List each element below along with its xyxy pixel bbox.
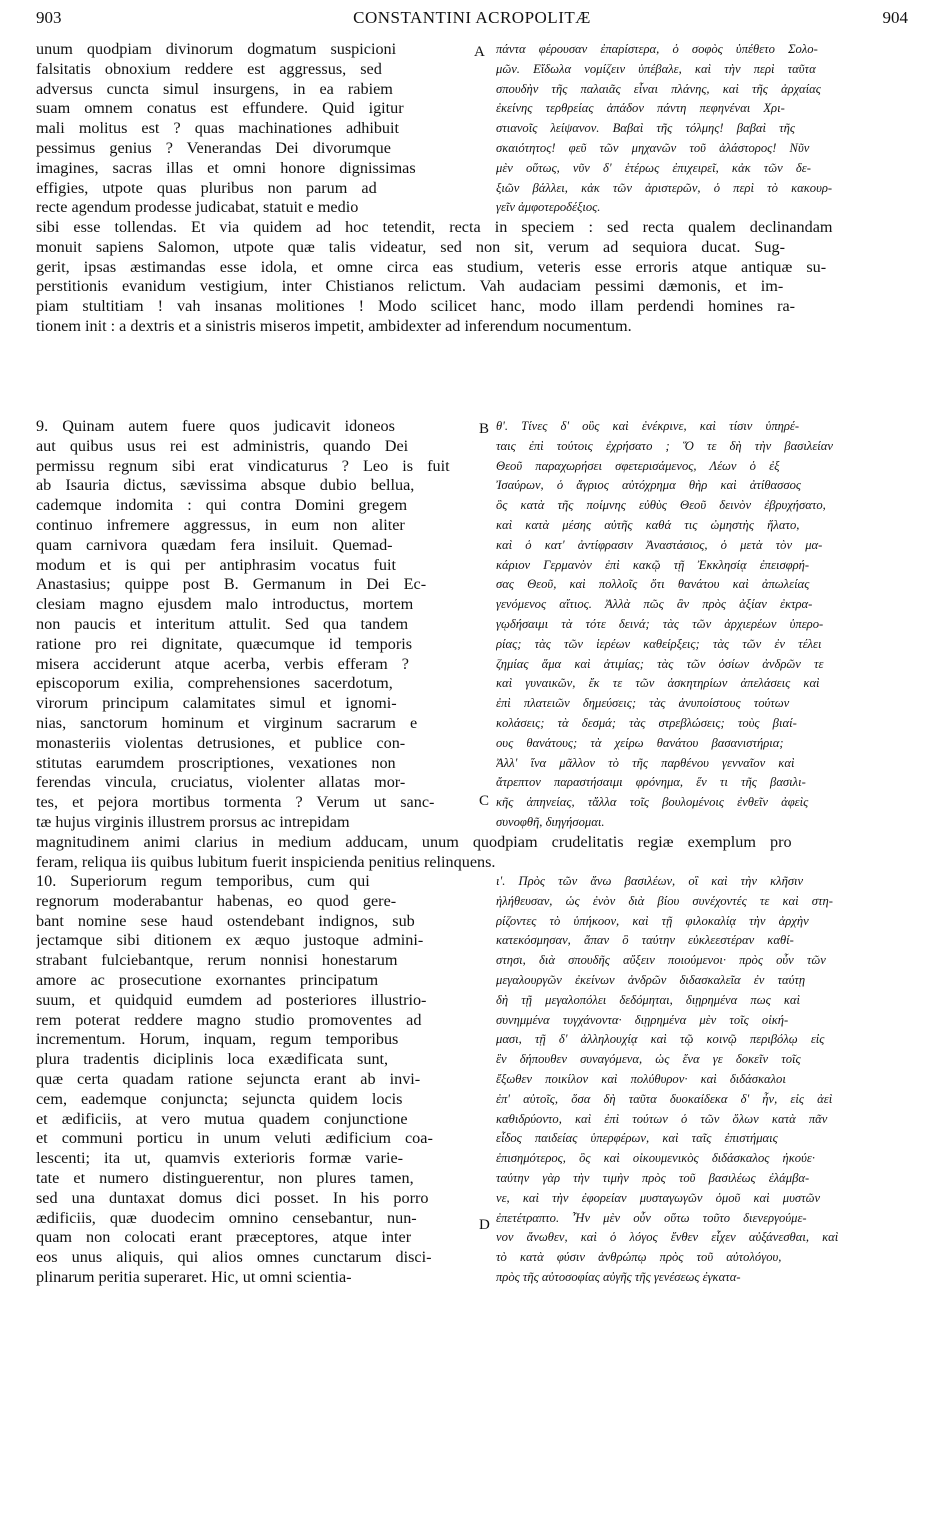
greek-column-block-3: [496, 872, 908, 1288]
text-line: adversus cuncta simul insurgens, in ea rabiem: [36, 79, 393, 98]
text-line: non paucis et interitum attulit. Sed qua tandem: [36, 614, 409, 633]
greek-column-block-2: [496, 417, 908, 833]
text-line: continuo infremere aggressus, in eum non aliter: [36, 515, 405, 534]
text-line: θ'. Τίνες δ' οὓς καὶ ἐνέκρινε, καὶ τίσιν ὑπηρέ-: [496, 419, 800, 433]
text-line: ρίας; τὰς τῶν ἱερέων καθείρξεις; τὰς τῶν ἐν τέλει: [496, 636, 822, 651]
text-line: jectamque sibi ditionem ex æquo justoque admini-: [36, 931, 424, 950]
latin-column-block-1: [36, 40, 472, 218]
page-number-left: 903: [36, 8, 62, 27]
text-line: cem, eademque conjuncta; sejuncta quidem locis: [36, 1089, 403, 1108]
text-line: ὃς κατὰ τῆς ποίμνης εὐθὺς Θεοῦ δεινὸν ἐβρυχήσατο,: [496, 498, 826, 513]
text-line: Ἀλλ' ἵνα μᾶλλον τὸ τῆς παρθένου γενναῖον καὶ: [496, 755, 795, 770]
page-number-right: 904: [882, 8, 908, 27]
text-line: strabant fulciebantque, rerum nonnisi honestarum: [36, 951, 398, 970]
text-line: κατεκόσμησαν, ἅπαν ὃ ταύτην εὐκλεεστέραν καθί-: [496, 933, 794, 948]
text-line: sibi esse tollendas. Et via quidem ad hoc tetendit, recta in speciem : sed recta qualem declinandam: [36, 218, 833, 236]
text-line: καὶ γυναικῶν, ἔκ τε τῶν ἀσκητηρίων ἀπελάσεις καὶ: [496, 676, 820, 691]
greek-column-block-1: [496, 40, 908, 218]
text-line: 9. Quinam autem fuere quos judicavit idoneos: [36, 417, 395, 435]
text-line: gerit, ipsas æstimandas esse idola, et omne circa eas studium, veteris esse erroris atque antiquæ su-: [36, 257, 827, 276]
latin-column-block-2: [36, 417, 472, 833]
text-line: ἐπισημότερος, ὃς καὶ οἰκουμενικὸς διδάσκαλος ἠκούε·: [496, 1151, 815, 1166]
text-line: quæ certa quadam ratione sejuncta erant ab invi-: [36, 1069, 421, 1088]
margin-mark-b: B: [479, 421, 490, 437]
text-line: πρὸς τῆς αὐτοσοφίας αὐγῆς τῆς γενέσεως ἐγκατα-: [496, 1269, 741, 1284]
text-line: suam omnem conatus est effundere. Quid igitur: [36, 99, 404, 118]
text-line: πάντα φέρουσαν ἐπαρίστερα, ὁ σοφὸς ὑπέθετο Σολο-: [496, 42, 818, 56]
text-line: στησι, διὰ σπουδῆς αὔξειν ποιούμενοι· πρὸς οὖν τῶν: [496, 953, 826, 968]
latin-column-block-3: [36, 872, 472, 1288]
text-line: νον ἄνωθεν, καὶ ὁ λόγος ἔνθεν εἶχεν αὐξάνεσθαι, καὶ: [496, 1230, 839, 1245]
text-line: ferendas vincula, cruciatus, violenter allatas mor-: [36, 773, 406, 792]
text-line: lescenti; ita ut, quamvis exterioris formæ varie-: [36, 1149, 404, 1168]
text-line: ι'. Πρὸς τῶν ἄνω βασιλέων, οἳ καὶ τὴν κλῆσιν: [496, 874, 804, 888]
text-line: σας Θεοῦ, καὶ πολλοῖς ὅτι θανάτου καὶ ἀπωλείας: [496, 577, 810, 592]
text-line: plinarum peritia superaret. Hic, ut omni scientia-: [36, 1267, 352, 1286]
text-line: ἠλήθευσαν, ὡς ἐνὸν διὰ βίου συνέχοντές τε καὶ στη-: [496, 893, 833, 908]
text-line: tate et numero distinguerentur, non plures tamen,: [36, 1168, 414, 1187]
text-line: καὶ ὁ κατ' ἀντίφρασιν Ἀναστάσιος, ὁ μετὰ τὸν μα-: [496, 537, 823, 552]
text-line: tes, et pejora mortibus tormenta ? Verum ut sanc-: [36, 793, 435, 812]
text-line: monasteriis violentas detrusiones, et publice con-: [36, 733, 406, 752]
text-line: effigies, utpote quas pluribus non parum ad: [36, 178, 377, 197]
text-line: μεγαλουργῶν ἐκείνων ἀνδρῶν διδασκαλεῖα ἐν ταύτῃ: [496, 972, 806, 987]
text-line: γενόμενος αἴτιος. Ἀλλὰ πῶς ἂν πρὸς ἀξίαν ἐκτρα-: [496, 597, 813, 612]
text-line: 10. Superiorum regum temporibus, cum qui: [36, 872, 370, 890]
text-line: rem poterat reddere magno studio promoventes ad: [36, 1010, 422, 1029]
text-line: ἐπὶ πλατειῶν δημεύσεις; τὰς ἀνυποίστους τούτων: [496, 696, 790, 711]
text-line: misera acciderunt atque acerba, verbis efferam ?: [36, 654, 409, 673]
text-line: ἔξωθεν ποικίλον καὶ πολύθυρον· καὶ διδάσκαλοι: [496, 1071, 786, 1086]
text-line: unum quodpiam divinorum dogmatum suspicioni: [36, 40, 397, 58]
text-line: bant nomine sese haud ostendebant indignos, sub: [36, 911, 415, 930]
text-line: δὴ τῇ μεγαλοπόλει δεδόμηται, διῃρημένα πως καὶ: [496, 992, 801, 1007]
full-width-paragraph-2: [36, 833, 908, 873]
text-line: ταις ἐπὶ τούτοις ἐχρήσατο ; Ὅ τε δὴ τὴν βασιλείαν: [496, 438, 834, 453]
text-line: regnorum moderabantur habenas, eo quod gere-: [36, 891, 397, 910]
text-line: mali molitus est ? quas machinationes adhibuit: [36, 119, 400, 138]
text-line: σκαιότητος! φεῦ τῶν μηχανῶν τοῦ ἀλάστορος! Νῦν: [496, 140, 810, 155]
text-line: νε, καὶ τὴν ἐφορείαν μυσταγωγῶν ὁμοῦ καὶ μυστῶν: [496, 1190, 821, 1205]
text-line: κῆς ἀπηνείας, τἄλλα τοῖς βουλομένοις ἐνθεῖν ἀφεὶς: [496, 795, 809, 810]
text-line: συνοφθῆ, διηγήσομαι.: [496, 814, 605, 829]
text-line: ταύτην γὰρ τὴν τιμὴν πρὸς τοῦ βασιλέως ἐλάμβα-: [496, 1170, 810, 1185]
text-line: nias, sanctorum hominum et virginum sacrarum e: [36, 713, 418, 732]
text-line: ἓν δήπουθεν συναγόμενα, ὡς ἕνα γε δοκεῖν τοῖς: [496, 1052, 801, 1067]
text-line: tæ hujus virginis illustrem prorsus ac intrepidam: [36, 812, 350, 831]
text-line: incrementum. Horum, inquam, regum temporibus: [36, 1030, 399, 1049]
text-line: ξιῶν βάλλει, κἀκ τῶν ἀριστερῶν, ὁ περὶ τὸ κακουρ-: [496, 180, 833, 195]
margin-mark-a: A: [474, 44, 485, 60]
text-line: clesiam magno ejusdem malo introductus, mortem: [36, 595, 414, 614]
text-line: τὸ κατὰ φύσιν ἀνθρώπῳ πρὸς τοῦ αὐτολόγου,: [496, 1250, 782, 1265]
text-line: ratione pro rei dignitate, quæcumque id temporis: [36, 634, 413, 653]
text-line: κολάσεις; τὰ δεσμά; τὰς στρεβλώσεις; τοὺς βιαί-: [496, 715, 797, 730]
text-line: ους θανάτους; τὰ χείρω θανάτου βασανιστήρια;: [496, 735, 784, 750]
text-line: μὲν οὕτως, νῦν δ' ἑτέρως ἐπιχειρεῖ, κἀκ τῶν δε-: [496, 160, 811, 175]
text-line: sed una duntaxat domus dici posset. In his porro: [36, 1188, 429, 1207]
margin-mark-d: D: [479, 1217, 490, 1233]
text-line: aut quibus usus rei est administris, quando Dei: [36, 436, 409, 455]
full-width-paragraph-1: [36, 218, 908, 337]
text-line: Anastasius; quippe post B. Germanum in Dei Ec-: [36, 575, 427, 594]
text-line: εἶδος παιδείας ὑπερφέρων, καὶ ταῖς ἐπιστήμαις: [496, 1131, 778, 1146]
text-line: ἄτρεπτον παραστήσαιμι φρόνημα, ἕν τι τῆς βασιλι-: [496, 775, 806, 790]
text-line: pessimus genius ? Venerandas Dei divorumque: [36, 138, 391, 157]
text-line: συνημμένα τυγχάνοντα· διῃρημένα μὲν τοῖς οἰκή-: [496, 1012, 789, 1027]
text-line: cademque indomita : qui contra Domini gregem: [36, 496, 408, 515]
text-line: stitutas earumdem proscriptiones, vexationes non: [36, 753, 396, 772]
text-line: ζημίας ἅμα καὶ ἀτιμίας; τὰς τῶν ὁσίων ἀνδρῶν τε: [496, 656, 824, 671]
text-line: μασι, τῇ δ' ἀλληλουχίᾳ καὶ τῷ κοινῷ περιβόλῳ εἰς: [496, 1032, 825, 1047]
text-line: magnitudinem animi clarius in medium adducam, unum quodpiam crudelitatis regiæ exemplum pro: [36, 833, 792, 851]
text-line: feram, reliqua iis quibus lubitum fuerit inspicienda penitius relinquens.: [36, 852, 496, 871]
text-line: στιανοῖς λείψανον. Βαβαὶ τῆς τόλμης! βαβαὶ τῆς: [496, 121, 795, 136]
text-line: plura tradentis diciplinis loca exædificata sunt,: [36, 1050, 389, 1069]
text-line: γεῖν ἀμφοτεροδέξιος.: [496, 200, 601, 215]
text-line: ædificiis, quæ duodecim omnino censebantur, nun-: [36, 1208, 417, 1227]
text-line: γῳδήσαιμι τὰ τότε δεινά; τὰς τῶν ἀρχιερέων ὑπερο-: [496, 616, 824, 631]
text-line: modum et is qui per antiphrasim vocatus fuit: [36, 555, 396, 574]
text-line: permissu regnum sibi erat vindicaturus ? Leo is fuit: [36, 456, 450, 475]
text-line: ἐπ' αὐτοῖς, ὅσα δὴ ταῦτα δυοκαίδεκα δ' ἦν, εἰς ἀεὶ: [496, 1091, 833, 1106]
text-line: amore ac prosecutione exornantes principatum: [36, 970, 379, 989]
text-line: quam non colocati erant præceptores, atque inter: [36, 1228, 412, 1247]
text-line: καθιδρύοντο, καὶ ἐπὶ τούτων ὁ τῶν ὅλων κατὰ πᾶν: [496, 1111, 828, 1126]
text-line: et communi porticu in unum veluti ædificium coa-: [36, 1129, 433, 1148]
running-title: CONSTANTINI ACROPOLITÆ: [353, 8, 591, 27]
text-line: imagines, sacras illas et omni honore dignissimas: [36, 158, 416, 177]
text-line: perstitionis evanidum vestigium, inter Chistianos relictum. Vah audaciam pessimi dæmonis, et im-: [36, 277, 784, 296]
text-line: suum, et quidquid eumdem ad posteriores illustrio-: [36, 990, 427, 1009]
text-line: μῶν. Εἴδωλα νομίζειν ὑπέβαλε, καὶ τὴν περὶ ταῦτα: [496, 61, 816, 76]
text-line: recte agendum prodesse judicabat, statuit e medio: [36, 198, 359, 217]
text-line: ἐπετέτραπτο. Ἦν μὲν οὖν οὕτω τοῦτο διενεργούμε-: [496, 1210, 807, 1225]
text-line: episcoporum exilia, comprehensiones sacerdotum,: [36, 674, 393, 693]
text-line: ἐκείνης τερθρείας ἀπάδον πάντη πεφηνέναι Χρι-: [496, 101, 785, 116]
margin-mark-c: C: [479, 793, 490, 809]
text-line: quam carnivora quædam fera insiluit. Quemad-: [36, 535, 393, 554]
text-line: monuit sapiens Salomon, utpote quæ talis videatur, sed non sit, verum ad sequiora ducat. Sug-: [36, 237, 785, 256]
text-line: tionem init : a dextris et a sinistris miseros impetit, ambidexter ad inferendum nocumentum.: [36, 316, 632, 335]
text-line: et ædificiis, at vero mutua quadem conjunctione: [36, 1109, 408, 1128]
text-line: καὶ κατὰ μέσης αὐτῆς καθά τις ὠμηστὴς ἥλατο,: [496, 517, 800, 532]
text-line: σπουδὴν τῆς παλαιᾶς εἶναι πλάνης, καὶ τῆς ἀρχαίας: [496, 81, 821, 96]
text-line: κάριον Γερμανὸν ἐπὶ κακῷ τῇ Ἐκκλησίᾳ ἐπεισφρή-: [496, 557, 810, 572]
text-line: Ἰσαύρων, ὁ ἄγριος αὐτόχρημα θὴρ καὶ ἀτίθασσος: [496, 478, 801, 493]
text-line: ρίζοντες τὸ ὑπήκοον, καὶ τῇ φιλοκαλίᾳ τὴν ἀρχὴν: [496, 913, 809, 928]
text-line: falsitatis obnoxium reddere est aggressus, sed: [36, 59, 382, 78]
text-line: Θεοῦ παραχωρήσει σφετερισάμενος, Λέων ὁ ἐξ: [496, 458, 780, 473]
text-line: eos unus aliquis, qui alios omnes cunctarum disci-: [36, 1248, 432, 1267]
running-header: [36, 8, 908, 30]
text-line: virorum principum calamitates simul et ignomi-: [36, 694, 397, 713]
text-line: ab Isauria dictus, sævissima absque dubio bellua,: [36, 476, 415, 495]
text-line: piam stultitiam ! vah insanas molitiones ! Modo scilicet hanc, modo illam perdendi homines ra-: [36, 297, 796, 316]
